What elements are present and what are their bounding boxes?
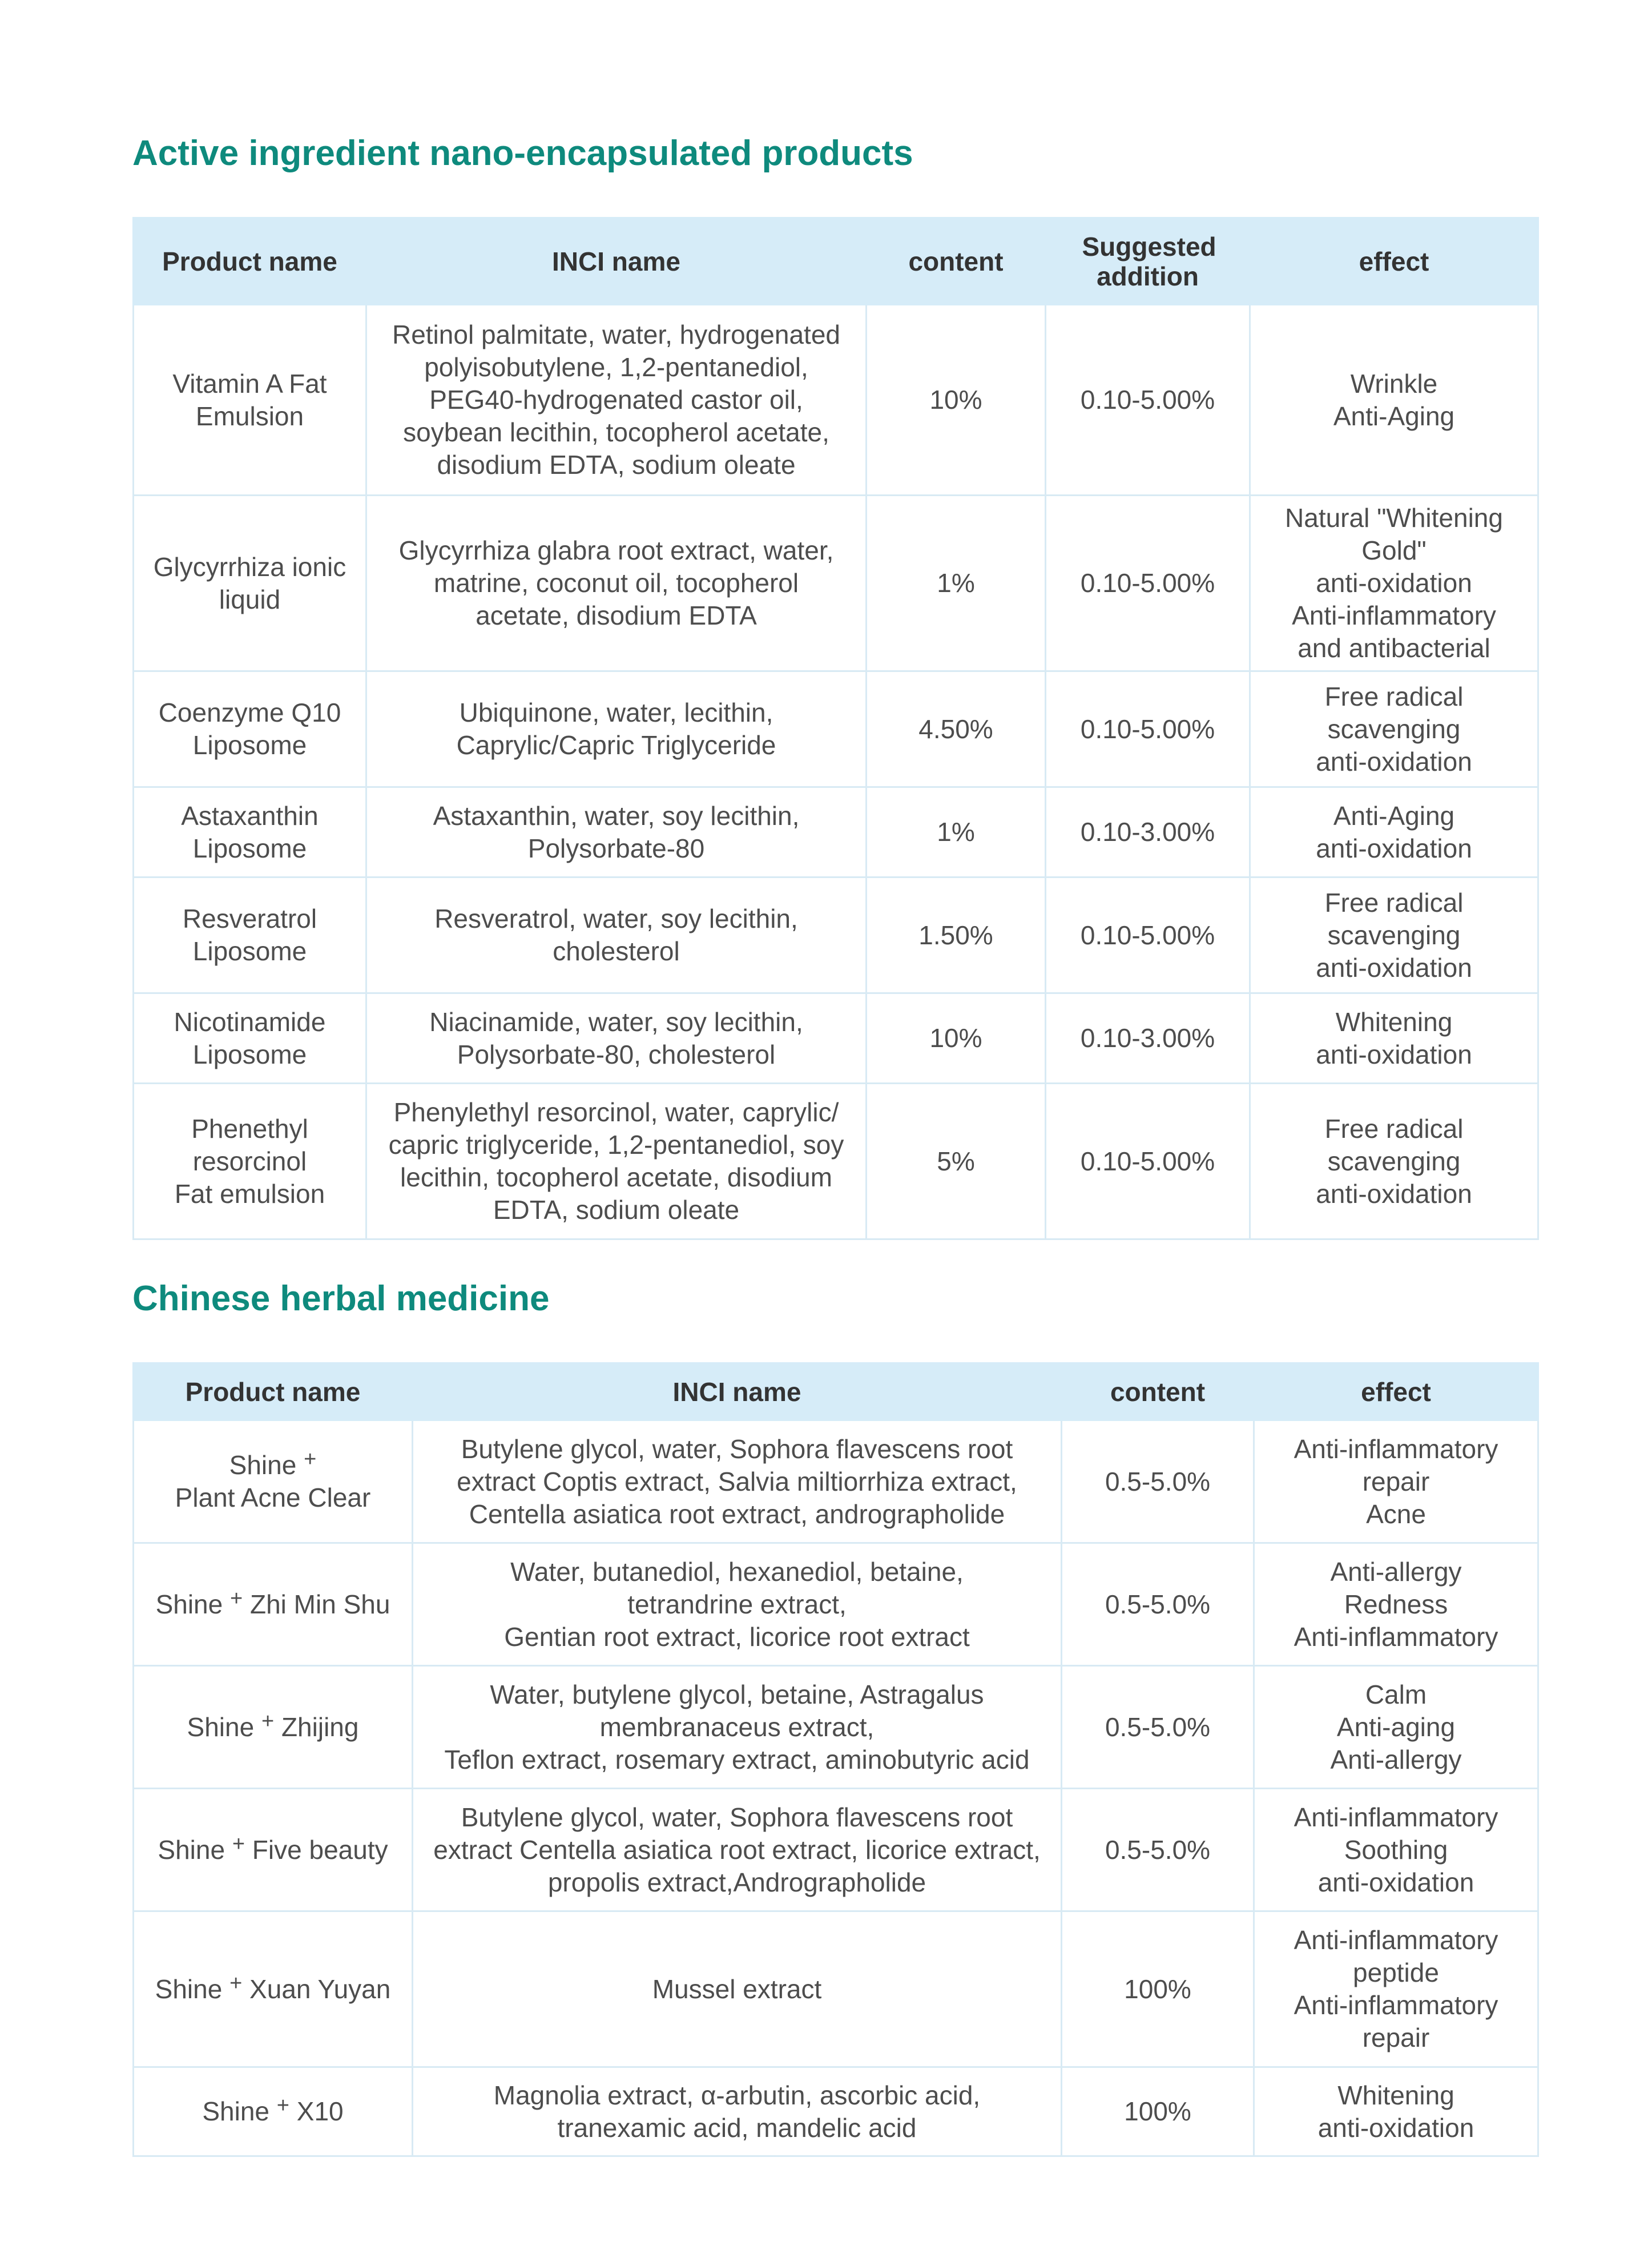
brand-name: Shine — [158, 1834, 225, 1865]
table-row — [134, 993, 1538, 1084]
plus-superscript: + — [261, 1709, 275, 1733]
inci-name-cell — [366, 305, 867, 496]
effect-cell-line: Anti-allergy — [1330, 1744, 1462, 1774]
product-name-cell-line: resorcinol — [192, 1146, 307, 1176]
effect-cell-line: anti-oxidation — [1316, 1178, 1472, 1209]
inci-name-cell — [366, 993, 867, 1084]
product-suffix: Five beauty — [245, 1834, 388, 1865]
effect-cell-line: anti-oxidation — [1316, 568, 1472, 598]
inci-name-cell-line: polyisobutylene, 1,2-pentanediol, — [424, 352, 808, 382]
inci-name-cell-line: Caprylic/Capric Triglyceride — [456, 730, 776, 760]
effect-cell-line: Anti-inflammatory — [1294, 1621, 1498, 1652]
content-cell: 4.50% — [867, 671, 1046, 787]
effect-cell-line: repair — [1362, 2023, 1430, 2052]
plus-superscript: + — [276, 2094, 289, 2118]
inci-name-cell-line: Ubiquinone, water, lecithin, — [459, 698, 773, 727]
inci-name-cell — [413, 2067, 1062, 2156]
inci-name-cell — [366, 787, 867, 878]
column-header-product: Product name — [134, 1363, 413, 1420]
effect-cell-line: scavenging — [1327, 920, 1461, 950]
effect-cell — [1254, 1666, 1538, 1789]
product-name-line — [142, 1588, 404, 1621]
table-header-row — [134, 218, 1538, 305]
inci-name-cell-line: EDTA, sodium oleate — [493, 1195, 740, 1225]
suggested-addition-cell: 0.10-5.00% — [1046, 878, 1250, 993]
effect-cell — [1250, 878, 1538, 993]
brand-name: Shine — [155, 1974, 223, 2004]
product-name-cell — [134, 1789, 413, 1911]
herbal-products-table — [132, 1362, 1539, 2157]
product-name-cell — [134, 1420, 413, 1543]
inci-name-cell — [413, 1543, 1062, 1666]
inci-name-cell-line: extract Centella asiatica root extract, licorice extract, — [433, 1834, 1041, 1865]
effect-cell-line: anti-oxidation — [1317, 1867, 1474, 1897]
product-name-cell-line: Liposome — [192, 1039, 307, 1069]
table-row — [134, 1084, 1538, 1239]
effect-cell-line: Redness — [1344, 1589, 1448, 1619]
table-row — [134, 878, 1538, 993]
effect-cell — [1250, 1084, 1538, 1239]
effect-cell-line: Acne — [1366, 1499, 1426, 1529]
inci-name-cell-line: acetate, disodium EDTA — [476, 601, 757, 630]
effect-cell-line: and antibacterial — [1298, 633, 1490, 663]
effect-cell-line: Gold" — [1361, 536, 1427, 565]
brand-name: Shine — [202, 2096, 270, 2126]
inci-name-cell — [413, 1911, 1062, 2067]
column-header-suggested-addition: Suggested addition — [1046, 218, 1250, 305]
table-row — [134, 787, 1538, 878]
product-suffix: X10 — [289, 2096, 344, 2126]
effect-cell-line: anti-oxidation — [1317, 2112, 1474, 2143]
content-cell: 0.5-5.0% — [1062, 1543, 1254, 1666]
suggested-addition-cell: 0.10-5.00% — [1046, 305, 1250, 496]
inci-name-cell-line: tetrandrine extract, — [627, 1589, 847, 1619]
product-name-cell — [134, 2067, 413, 2156]
effect-cell-line: Anti-aging — [1336, 1712, 1456, 1742]
table-row — [134, 305, 1538, 496]
inci-name-cell-line: soybean lecithin, tocopherol acetate, — [403, 417, 829, 447]
plus-superscript: + — [232, 1832, 245, 1856]
effect-cell — [1254, 2067, 1538, 2156]
inci-name-cell-line: membranaceus extract, — [599, 1712, 875, 1742]
inci-name-cell-line: Polysorbate-80 — [527, 833, 705, 863]
inci-name-cell-line: propolis extract,Andrographolide — [547, 1867, 926, 1897]
table-row — [134, 1666, 1538, 1789]
effect-cell-line: scavenging — [1327, 714, 1461, 744]
content-cell: 1% — [867, 496, 1046, 671]
effect-cell-line: Whitening — [1337, 2080, 1454, 2110]
brand-name: Shine — [229, 1450, 297, 1480]
product-name-cell-line: liquid — [219, 584, 281, 614]
section-title-chinese-herbal: Chinese herbal medicine — [132, 1279, 550, 1318]
effect-cell-line: Anti-allergy — [1330, 1556, 1462, 1587]
product-name-cell-line: Glycyrrhiza ionic — [153, 552, 346, 582]
product-suffix: Xuan Yuyan — [242, 1974, 391, 2004]
inci-name-cell-line: Retinol palmitate, water, hydrogenated — [392, 320, 841, 349]
product-name-cell — [134, 1666, 413, 1789]
inci-name-cell-line: Glycyrrhiza glabra root extract, water, — [398, 536, 834, 565]
inci-name-cell-line: Polysorbate-80, cholesterol — [457, 1039, 776, 1069]
inci-name-cell — [366, 671, 867, 787]
inci-name-cell-line: Centella asiatica root extract, andrographolide — [469, 1499, 1005, 1529]
table-header-row — [134, 1363, 1538, 1420]
suggested-addition-cell: 0.10-5.00% — [1046, 496, 1250, 671]
effect-cell-line: anti-oxidation — [1316, 952, 1472, 983]
effect-cell-line: Anti-inflammatory — [1294, 1925, 1498, 1955]
effect-cell-line: anti-oxidation — [1316, 1039, 1472, 1069]
effect-cell-line: Calm — [1365, 1679, 1427, 1709]
effect-cell — [1250, 787, 1538, 878]
inci-name-cell — [366, 1084, 867, 1239]
content-cell: 100% — [1062, 2067, 1254, 2156]
effect-cell-line: Free radical — [1324, 1113, 1464, 1144]
product-name-cell — [134, 787, 366, 878]
product-name-cell — [134, 671, 366, 787]
column-header-content: content — [1062, 1363, 1254, 1420]
column-header-product: Product name — [134, 218, 366, 305]
section-title-nano-products: Active ingredient nano-encapsulated products — [132, 134, 913, 173]
effect-cell-line: Anti-inflammatory — [1294, 1990, 1498, 2020]
effect-cell-line: repair — [1362, 1466, 1430, 1496]
table-row — [134, 496, 1538, 671]
product-name-line — [142, 1449, 404, 1482]
effect-cell — [1250, 496, 1538, 671]
product-name-line — [142, 1711, 404, 1744]
effect-cell — [1254, 1911, 1538, 2067]
product-suffix: Zhi Min Shu — [243, 1589, 390, 1619]
product-name-cell-line: Astaxanthin — [181, 800, 319, 831]
product-name-line — [142, 1834, 404, 1866]
inci-name-cell — [413, 1789, 1062, 1911]
content-cell: 1% — [867, 787, 1046, 878]
inci-name-cell-line: Water, butanediol, hexanediol, betaine, — [510, 1556, 964, 1587]
effect-cell-line: Anti-Aging — [1333, 401, 1455, 431]
content-cell: 10% — [867, 993, 1046, 1084]
product-name-cell-line: Liposome — [192, 833, 307, 863]
plus-superscript: + — [230, 1586, 243, 1611]
inci-name-cell-line: Mussel extract — [652, 1974, 822, 2004]
suggested-addition-cell: 0.10-5.00% — [1046, 671, 1250, 787]
inci-name-cell-line: Gentian root extract, licorice root extract — [504, 1621, 970, 1652]
inci-name-cell-line: Astaxanthin, water, soy lecithin, — [433, 800, 800, 831]
product-name-cell — [134, 1084, 366, 1239]
plus-superscript: + — [304, 1447, 317, 1471]
product-name-cell — [134, 1543, 413, 1666]
inci-name-cell-line: extract Coptis extract, Salvia miltiorrhiza extract, — [457, 1466, 1017, 1496]
product-name-cell-line: Phenethyl — [191, 1113, 308, 1144]
content-cell: 100% — [1062, 1911, 1254, 2067]
product-name-cell — [134, 878, 366, 993]
table-row — [134, 1420, 1538, 1543]
effect-cell-line: peptide — [1353, 1958, 1439, 1987]
column-header-inci: INCI name — [413, 1363, 1062, 1420]
table-row — [134, 1543, 1538, 1666]
brand-name: Shine — [187, 1712, 255, 1742]
product-name-cell-line: Liposome — [192, 936, 307, 966]
effect-cell-line: Wrinkle — [1350, 368, 1438, 399]
product-name-cell-line: Fat emulsion — [174, 1178, 325, 1209]
column-header-content: content — [867, 218, 1046, 305]
inci-name-cell — [413, 1420, 1062, 1543]
content-cell: 10% — [867, 305, 1046, 496]
inci-name-cell-line: disodium EDTA, sodium oleate — [437, 450, 796, 480]
column-header-effect: effect — [1254, 1363, 1538, 1420]
column-header-effect: effect — [1250, 218, 1538, 305]
effect-cell — [1254, 1543, 1538, 1666]
inci-name-cell — [366, 878, 867, 993]
table-row — [134, 671, 1538, 787]
inci-name-cell-line: Magnolia extract, α-arbutin, ascorbic acid, — [493, 2080, 981, 2110]
plus-superscript: + — [229, 1971, 243, 1995]
inci-name-cell-line: Resveratrol, water, soy lecithin, — [434, 904, 798, 933]
product-name-cell-line: Coenzyme Q10 — [158, 698, 341, 727]
product-name-line — [142, 2095, 404, 2128]
effect-cell-line: Free radical — [1324, 887, 1464, 917]
effect-cell-line: Natural "Whitening — [1285, 503, 1503, 533]
effect-cell-line: Free radical — [1324, 681, 1464, 711]
product-name-cell — [134, 496, 366, 671]
effect-cell-line: scavenging — [1327, 1146, 1461, 1176]
inci-name-cell-line: Butylene glycol, water, Sophora flavescens root — [461, 1434, 1013, 1464]
content-cell: 5% — [867, 1084, 1046, 1239]
content-cell: 1.50% — [867, 878, 1046, 993]
product-name-cell-line: Resveratrol — [182, 904, 317, 933]
table-row — [134, 2067, 1538, 2156]
effect-cell-line: anti-oxidation — [1316, 746, 1472, 776]
effect-cell-line: Soothing — [1344, 1834, 1448, 1865]
suggested-addition-cell: 0.10-5.00% — [1046, 1084, 1250, 1239]
product-name-line — [142, 1973, 404, 2006]
inci-name-cell-line: lecithin, tocopherol acetate, disodium — [400, 1162, 832, 1192]
inci-name-cell-line: tranexamic acid, mandelic acid — [557, 2112, 917, 2143]
nano-products-table — [132, 217, 1539, 1240]
effect-cell — [1250, 993, 1538, 1084]
effect-cell — [1250, 671, 1538, 787]
product-name-cell-line: Liposome — [192, 730, 307, 760]
suggested-addition-cell: 0.10-3.00% — [1046, 787, 1250, 878]
brand-name: Shine — [155, 1589, 223, 1619]
effect-cell-line: anti-oxidation — [1316, 833, 1472, 863]
effect-cell-line: Anti-inflammatory — [1294, 1802, 1498, 1832]
inci-name-cell-line: Butylene glycol, water, Sophora flavescens root — [461, 1802, 1013, 1832]
table-row — [134, 1911, 1538, 2067]
column-header-inci: INCI name — [366, 218, 867, 305]
effect-cell-line: Whitening — [1335, 1007, 1453, 1037]
suggested-addition-cell: 0.10-3.00% — [1046, 993, 1250, 1084]
product-name-line: Plant Acne Clear — [175, 1483, 371, 1512]
product-name-cell — [134, 1911, 413, 2067]
effect-cell-line: Anti-inflammatory — [1292, 601, 1496, 630]
effect-cell — [1250, 305, 1538, 496]
effect-cell-line: Anti-Aging — [1333, 800, 1455, 831]
inci-name-cell-line: Niacinamide, water, soy lecithin, — [429, 1007, 803, 1037]
inci-name-cell-line: Phenylethyl resorcinol, water, caprylic/ — [393, 1097, 839, 1127]
product-name-cell-line: Emulsion — [195, 401, 304, 431]
table-row — [134, 1789, 1538, 1911]
inci-name-cell-line: cholesterol — [553, 936, 680, 966]
content-cell: 0.5-5.0% — [1062, 1666, 1254, 1789]
content-cell: 0.5-5.0% — [1062, 1420, 1254, 1543]
product-name-cell-line: Vitamin A Fat — [172, 368, 327, 399]
product-name-cell — [134, 993, 366, 1084]
inci-name-cell-line: capric triglyceride, 1,2-pentanediol, soy — [388, 1130, 844, 1160]
content-cell: 0.5-5.0% — [1062, 1789, 1254, 1911]
product-suffix: Zhijing — [274, 1712, 359, 1742]
inci-name-cell-line: Teflon extract, rosemary extract, aminobutyric acid — [444, 1744, 1030, 1774]
inci-name-cell — [413, 1666, 1062, 1789]
effect-cell — [1254, 1789, 1538, 1911]
effect-cell — [1254, 1420, 1538, 1543]
inci-name-cell — [366, 496, 867, 671]
product-name-cell-line: Nicotinamide — [174, 1007, 326, 1037]
inci-name-cell-line: PEG40-hydrogenated castor oil, — [429, 385, 803, 414]
effect-cell-line: Anti-inflammatory — [1294, 1434, 1498, 1464]
product-name-cell — [134, 305, 366, 496]
inci-name-cell-line: Water, butylene glycol, betaine, Astragalus — [490, 1679, 984, 1709]
inci-name-cell-line: matrine, coconut oil, tocopherol — [433, 568, 799, 598]
